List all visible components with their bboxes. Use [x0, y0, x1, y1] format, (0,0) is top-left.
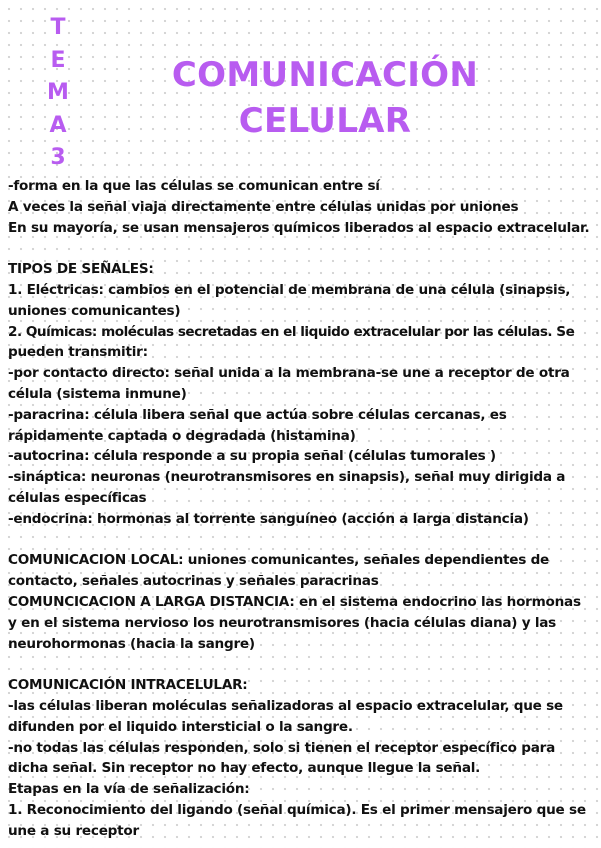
side-title-letter: E [50, 47, 66, 73]
text-line: dicha señal. Sin receptor no hay efecto, aunque llegue la señal. [8, 760, 481, 777]
text-line: En su mayoría, se usan mensajeros químicos liberados al espacio extracelular. [8, 219, 590, 236]
text-line: A veces la señal viaja directamente entre células unidas por uniones [8, 198, 519, 215]
text-line: -autocrina: célula responde a su propia señal (células tumorales ) [8, 448, 496, 465]
text-line: Etapas en la vía de señalización: [8, 781, 250, 798]
paragraph-gap [8, 238, 593, 259]
text-line: difunden por el liquido intersticial o la sangre. [8, 718, 353, 735]
text-line: -paracrina: célula libera señal que actúa sobre células cercanas, es [8, 406, 507, 423]
page-title-line: COMUNICACIÓN [171, 55, 479, 95]
paragraph-gap [8, 654, 593, 675]
page-title [140, 52, 510, 144]
text-line: pueden transmitir: [8, 344, 148, 361]
side-title-letter: A [49, 112, 67, 138]
text-line: célula (sistema inmune) [8, 385, 187, 402]
text-line: COMUNCICACION A LARGA DISTANCIA: en el sistema endocrino las hormonas [8, 593, 581, 610]
text-line: células específicas [8, 489, 147, 506]
text-line: une a su receptor [8, 822, 139, 839]
side-title-letter: 3 [50, 145, 66, 170]
text-line: neurohormonas (hacia la sangre) [8, 635, 255, 652]
text-line: contacto, señales autocrinas y señales paracrinas [8, 573, 379, 590]
text-line: -por contacto directo: señal unida a la membrana-se une a receptor de otra [8, 365, 570, 382]
signal-types-section [8, 259, 593, 529]
notes-body [8, 176, 593, 842]
side-title-letter: T [50, 15, 66, 40]
text-line: -endocrina: hormonas al torrente sanguíneo (acción a larga distancia) [8, 510, 529, 527]
section-heading: TIPOS DE SEÑALES: [8, 261, 154, 278]
text-line: rápidamente captada o degradada (histamina) [8, 427, 356, 444]
section-heading: COMUNICACIÓN INTRACELULAR: [8, 677, 248, 694]
text-line: -no todas las células responden, solo si tienen el receptor específico para [8, 739, 556, 756]
page-title-line: CELULAR [238, 101, 412, 141]
text-line: COMUNICACION LOCAL: uniones comunicantes, señales dependientes de [8, 552, 550, 569]
intro-section [8, 176, 593, 238]
text-line: 2. Químicas: moléculas secretadas en el liquido extracelular por las células. Se [8, 323, 575, 340]
text-line: -las células liberan moléculas señalizadoras al espacio extracelular, que se [8, 697, 563, 714]
text-line: 1. Reconocimiento del ligando (señal química). Es el primer mensajero que se [8, 801, 586, 818]
text-line: -forma en la que las células se comunican entre sí [8, 178, 380, 194]
intracellular-section [8, 675, 593, 841]
paragraph-gap [8, 530, 593, 551]
text-line: y en el sistema nervioso los neurotransmisores (hacia células diana) y las [8, 614, 557, 631]
local-communication-section [8, 550, 593, 654]
text-line: -sináptica: neuronas (neurotransmisores en sinapsis), señal muy dirigida a [8, 469, 566, 486]
text-line: 1. Eléctricas: cambios en el potencial de membrana de una célula (sinapsis, [8, 281, 571, 298]
text-line: uniones comunicantes) [8, 302, 181, 319]
side-title-letter: M [47, 80, 69, 105]
side-title-tema-3 [45, 12, 71, 175]
